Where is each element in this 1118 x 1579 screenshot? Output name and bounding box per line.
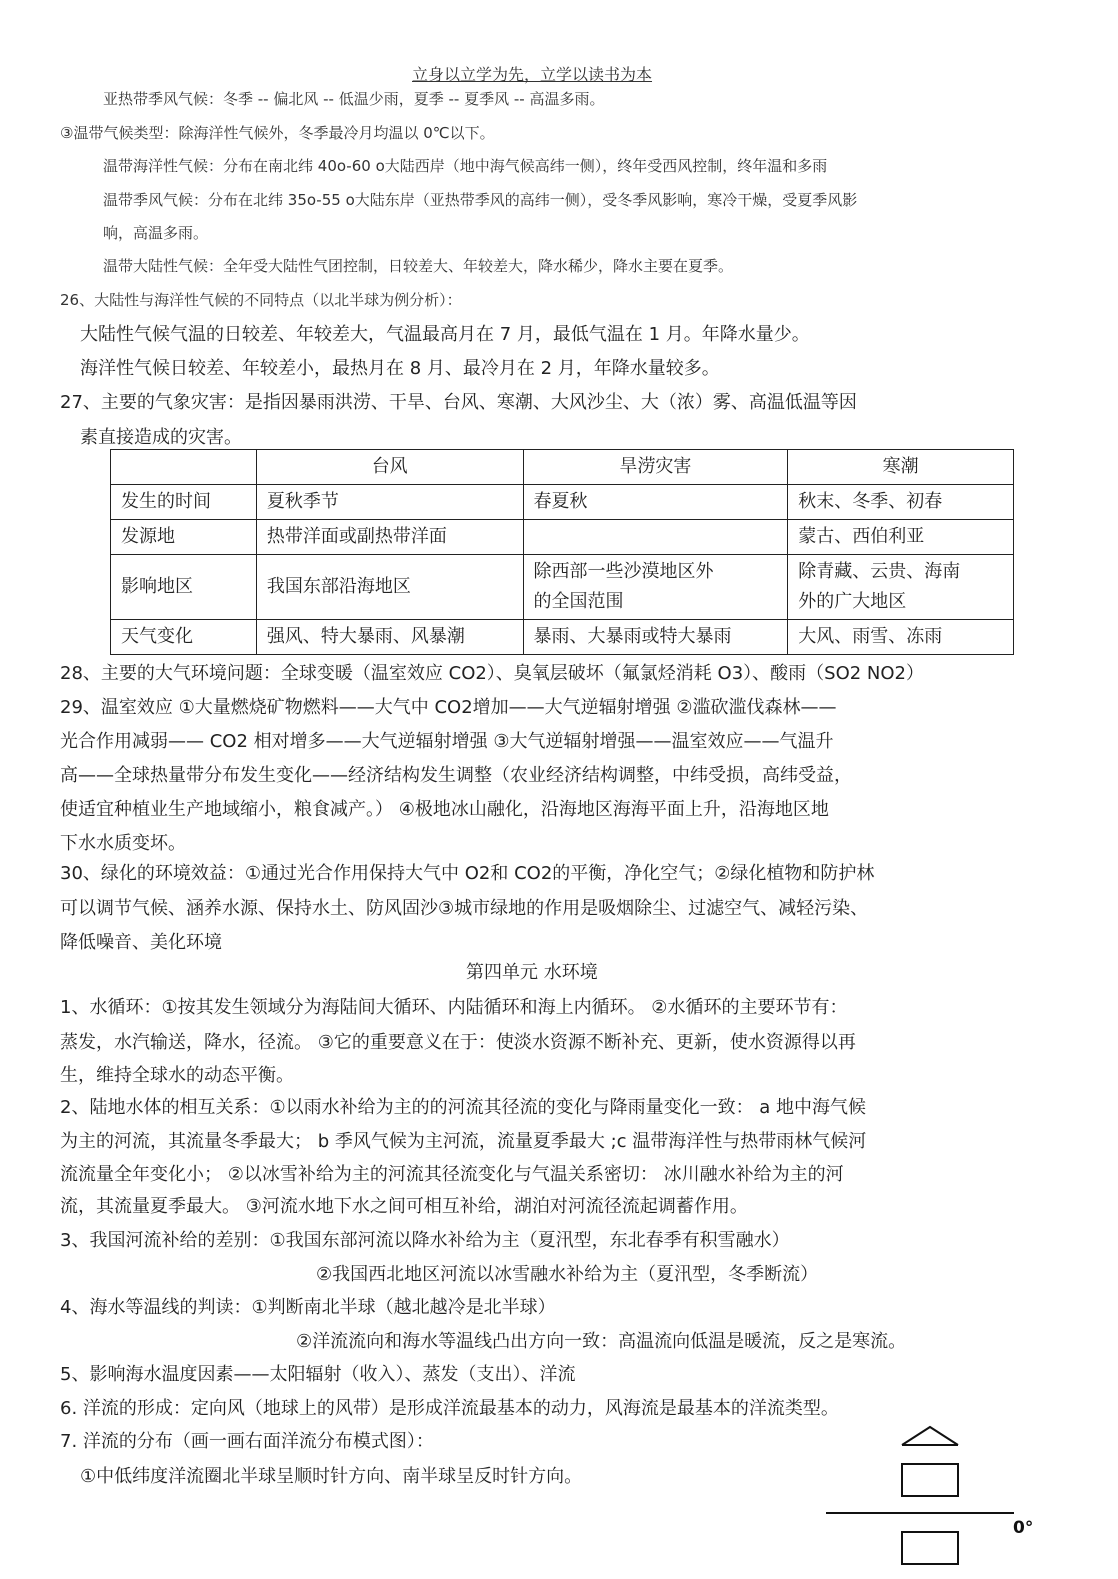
arrow-shape	[902, 1427, 958, 1445]
table-row	[111, 555, 1014, 620]
table-cell	[788, 555, 1014, 620]
text-line: 可以调节气候、涵养水源、保持水土、防风固沙③城市绿地的作用是吸烟除尘、过滤空气、减轻污染、	[60, 898, 869, 919]
cell-line: 的全国范围	[533, 591, 624, 612]
ocean-current-diagram	[820, 1420, 1060, 1579]
text-line: 7. 洋流的分布（画一画右面洋流分布模式图）：	[60, 1431, 434, 1452]
table-cell: 发源地	[111, 520, 257, 555]
table-cell: 热带洋面或副热带洋面	[256, 520, 523, 555]
table-cell	[111, 555, 257, 620]
text-line: 26、大陆性与海洋性气候的不同特点（以北半球为例分析）：	[60, 291, 462, 309]
cell-line: 影响地区	[121, 576, 193, 597]
table-cell	[523, 555, 788, 620]
text-line: 28、主要的大气环境问题：全球变暖（温室效应 CO2）、臭氧层破坏（氟氯烃消耗 O3）、酸雨（SO2 NO2）	[60, 663, 925, 684]
table-header-cell: 台风	[256, 450, 523, 485]
text-line: 亚热带季风气候：冬季 -- 偏北风 -- 低温少雨，夏季 -- 夏季风 -- 高温多雨。	[103, 90, 605, 108]
section-title: 第四单元 水环境	[466, 962, 598, 983]
text-line: 29、温室效应 ①大量燃烧矿物燃料——大气中 CO2增加——大气逆辐射增强 ②滥砍滥伐森林——	[60, 697, 837, 718]
table-cell: 蒙古、西伯利亚	[788, 520, 1014, 555]
text-line: 6. 洋流的形成：定向风（地球上的风带）是形成洋流最基本的动力，风海流是最基本的洋流类型。	[60, 1398, 839, 1419]
north-gyre-box	[902, 1464, 958, 1496]
text-line: 生，维持全球水的动态平衡。	[60, 1065, 294, 1086]
text-line: 30、绿化的环境效益：①通过光合作用保持大气中 O2和 CO2的平衡，净化空气；②绿化植物和防护林	[60, 863, 875, 884]
table-header-cell	[111, 450, 257, 485]
table-cell: 大风、雨雪、冻雨	[788, 620, 1014, 655]
text-line: 蒸发，水汽输送，降水，径流。 ③它的重要意义在于：使淡水资源不断补充、更新，使水资源得以再	[60, 1032, 856, 1053]
text-line: ②我国西北地区河流以冰雪融水补给为主（夏汛型，冬季断流）	[316, 1264, 819, 1285]
text-line: ②洋流流向和海水等温线凸出方向一致：高温流向低温是暖流，反之是寒流。	[296, 1331, 907, 1352]
text-line: 使适宜种植业生产地域缩小，粮食减产。） ④极地冰山融化，沿海地区海海平面上升，沿海地区地	[60, 799, 829, 820]
page-header: 立身以立学为先，立学以读书为本	[412, 65, 653, 84]
table-cell: 强风、特大暴雨、风暴潮	[256, 620, 523, 655]
text-line: 大陆性气候气温的日较差、年较差大，气温最高月在 7 月，最低气温在 1 月。年降水量少。	[80, 324, 810, 345]
table-header-row	[111, 450, 1014, 485]
cell-line: 除西部一些沙漠地区外	[533, 561, 714, 582]
text-line: 海洋性气候日较差、年较差小，最热月在 8 月、最冷月在 2 月，年降水量较多。	[80, 358, 720, 379]
text-line: 流流量全年变化小； ②以冰雪补给为主的河流其径流变化与气温关系密切： 冰川融水补给为主的河	[60, 1164, 844, 1185]
text-line: 降低噪音、美化环境	[60, 932, 222, 953]
table-row	[111, 620, 1014, 655]
text-line: 为主的河流，其流量冬季最大； b 季风气候为主河流，流量夏季最大 ;c 温带海洋性与热带雨林气候河	[60, 1131, 867, 1152]
text-line: 27、主要的气象灾害：是指因暴雨洪涝、干旱、台风、寒潮、大风沙尘、大（浓）雾、高温低温等因	[60, 392, 857, 413]
text-line: 5、影响海水温度因素——太阳辐射（收入）、蒸发（支出）、洋流	[60, 1364, 576, 1385]
table-cell: 春夏秋	[523, 485, 788, 520]
table-cell: 秋末、冬季、初春	[788, 485, 1014, 520]
text-line: 下水水质变坏。	[60, 833, 186, 854]
text-line: 光合作用减弱—— CO2 相对增多——大气逆辐射增强 ③大气逆辐射增强——温室效应——气温升	[60, 731, 834, 752]
cell-line: 外的广大地区	[798, 591, 907, 612]
text-line: 响，高温多雨。	[103, 224, 209, 242]
cell-line: 我国东部沿海地区	[266, 576, 411, 597]
south-gyre-box	[902, 1532, 958, 1564]
text-line: 1、水循环：①按其发生领域分为海陆间大循环、内陆循环和海上内循环。 ②水循环的主要环节有：	[60, 997, 848, 1018]
table-cell: 暴雨、大暴雨或特大暴雨	[523, 620, 788, 655]
table-cell	[523, 520, 788, 555]
table-row	[111, 485, 1014, 520]
text-line: 2、陆地水体的相互关系：①以雨水补给为主的的河流其径流的变化与降雨量变化一致： a 地中海气候	[60, 1097, 867, 1118]
table-cell: 天气变化	[111, 620, 257, 655]
text-line: 温带海洋性气候：分布在南北纬 40o-60 o大陆西岸（地中海气候高纬一侧），终年受西风控制，终年温和多雨	[103, 157, 828, 175]
table-row	[111, 520, 1014, 555]
cell-line: 除青藏、云贵、海南	[798, 561, 961, 582]
text-line: 流，其流量夏季最大。 ③河流水地下水之间可相互补给，湖泊对河流径流起调蓄作用。	[60, 1196, 748, 1217]
disaster-table	[110, 449, 1014, 655]
equator-label: 0°	[1013, 1518, 1034, 1538]
table-header-cell: 旱涝灾害	[523, 450, 788, 485]
text-line: ①中低纬度洋流圈北半球呈顺时针方向、南半球呈反时针方向。	[80, 1466, 583, 1487]
text-line: 高——全球热量带分布发生变化——经济结构发生调整（农业经济结构调整，中纬受损，高纬受益，	[60, 765, 852, 786]
table-cell	[256, 555, 523, 620]
text-line: ③温带气候类型：除海洋性气候外，冬季最冷月均温以 0℃以下。	[60, 124, 495, 142]
text-line: 温带大陆性气候：全年受大陆性气团控制，日较差大、年较差大，降水稀少，降水主要在夏季。	[103, 257, 734, 275]
text-line: 温带季风气候：分布在北纬 35o-55 o大陆东岸（亚热带季风的高纬一侧），受冬季风影响，寒冷干燥，受夏季风影	[103, 191, 858, 209]
text-line: 4、海水等温线的判读：①判断南北半球（越北越冷是北半球）	[60, 1297, 556, 1318]
table-cell: 发生的时间	[111, 485, 257, 520]
table-header-cell: 寒潮	[788, 450, 1014, 485]
table-cell: 夏秋季节	[256, 485, 523, 520]
text-line: 3、我国河流补给的差别：①我国东部河流以降水补给为主（夏汛型，东北春季有积雪融水）	[60, 1230, 790, 1251]
text-line: 素直接造成的灾害。	[80, 427, 242, 448]
